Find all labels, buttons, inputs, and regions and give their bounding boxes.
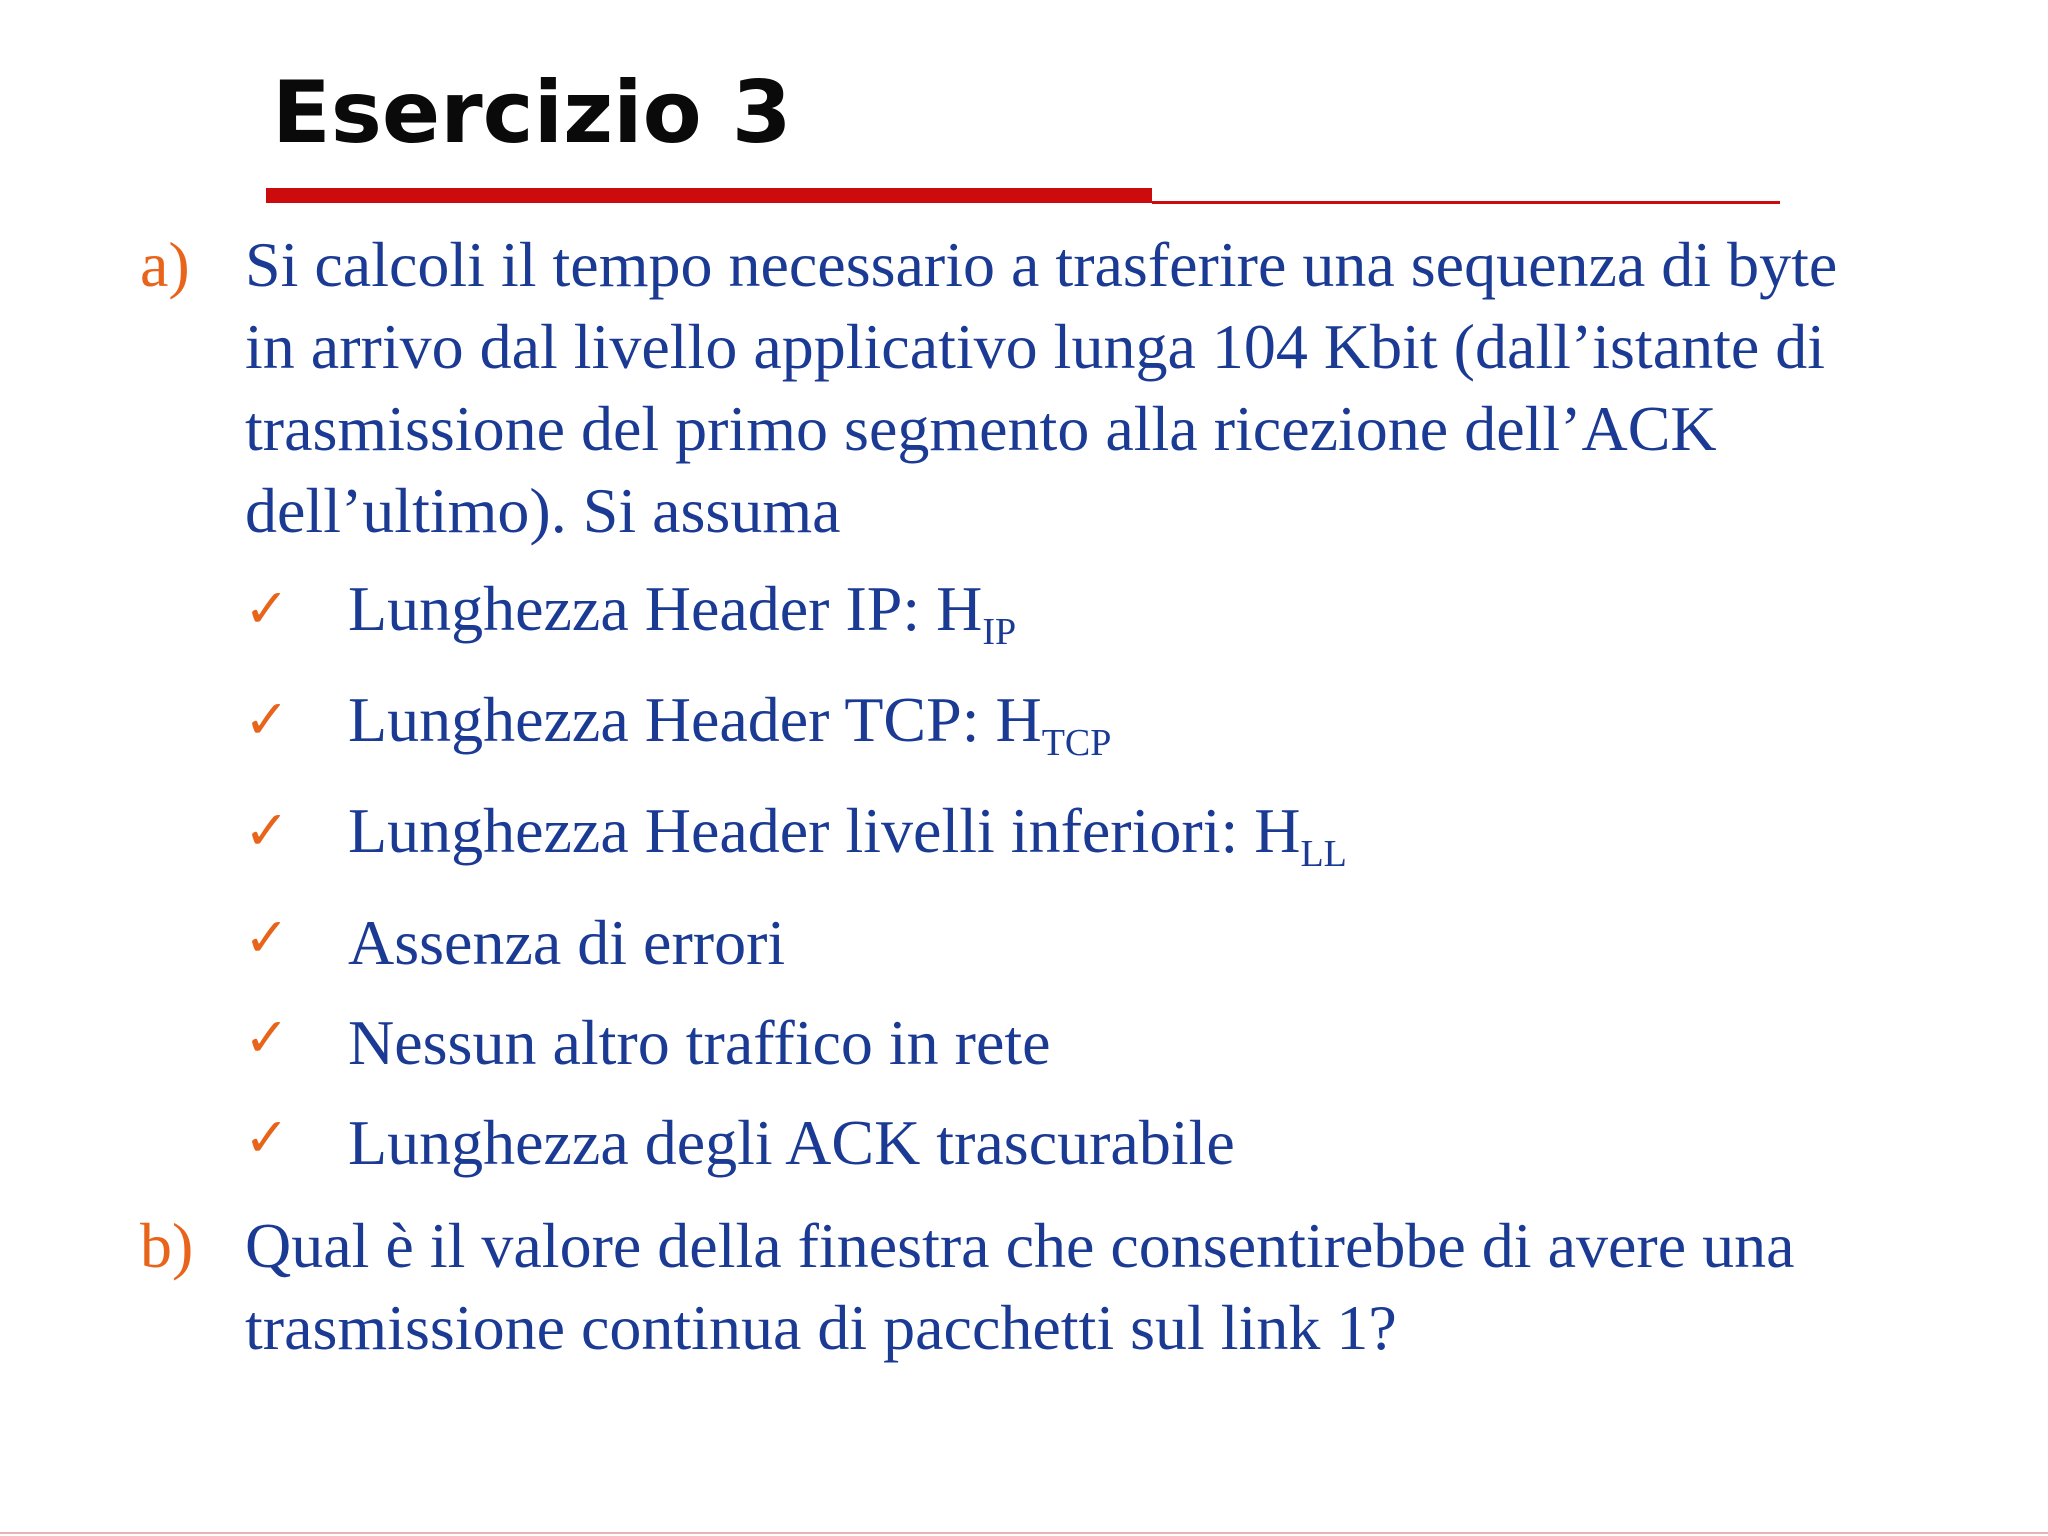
question-a-line: Si calcoli il tempo necessario a trasferire una sequenza di byte (245, 229, 1838, 300)
check-icon: ✓ (244, 577, 290, 640)
check-icon: ✓ (244, 799, 290, 862)
assumption-subscript: IP (982, 611, 1017, 653)
assumption-subscript: TCP (1041, 722, 1112, 764)
question-a-line: dell’ultimo). Si assuma (245, 475, 841, 546)
assumption-label: Lunghezza Header IP: H (348, 573, 983, 644)
assumption-text (348, 790, 1347, 875)
check-icon: ✓ (244, 1006, 290, 1069)
slide-bottom-border (0, 1532, 2048, 1534)
question-b-marker: b) (140, 1210, 194, 1281)
question-a-line: in arrivo dal livello applicativo lunga 104 Kbit (dall’istante di (245, 311, 1826, 382)
question-b-line: trasmissione continua di pacchetti sul link 1? (245, 1292, 1397, 1363)
assumption-label: Lunghezza Header livelli inferiori: H (348, 795, 1301, 866)
assumption-text (348, 1002, 1051, 1084)
assumption-label: Lunghezza degli ACK trascurabile (348, 1107, 1235, 1178)
assumption-subscript: LL (1300, 833, 1347, 875)
question-a-line: trasmissione del primo segmento alla ricezione dell’ACK (245, 393, 1717, 464)
question-a-text (245, 224, 1965, 552)
title-underline-thin (1152, 201, 1780, 204)
question-b-line: Qual è il valore della finestra che consentirebbe di avere una (245, 1210, 1795, 1281)
check-icon: ✓ (244, 688, 290, 751)
assumption-text (348, 568, 1017, 653)
assumption-text (348, 679, 1112, 764)
assumption-label: Nessun altro traffico in rete (348, 1007, 1051, 1078)
assumption-text (348, 902, 785, 984)
assumption-label: Assenza di errori (348, 907, 786, 978)
check-icon: ✓ (244, 906, 290, 969)
assumption-label: Lunghezza Header TCP: H (348, 684, 1042, 755)
question-a-marker: a) (140, 229, 190, 300)
title-underline-thick (266, 188, 1152, 203)
question-b-text (245, 1205, 1965, 1369)
slide-title: Esercizio 3 (272, 63, 792, 163)
assumption-text (348, 1102, 1235, 1184)
check-icon: ✓ (244, 1106, 290, 1169)
